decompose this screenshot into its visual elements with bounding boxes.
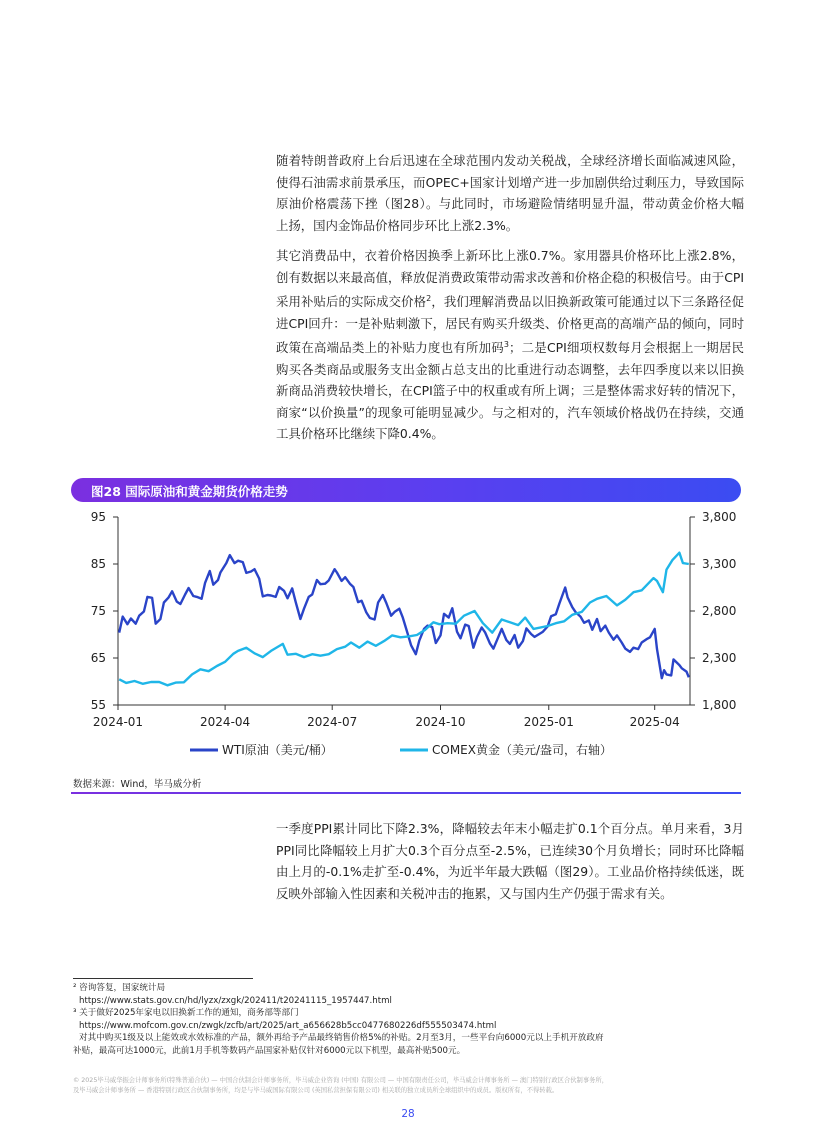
chart-legend (190, 742, 612, 757)
paragraph-text: 其它消费品中，衣着价格因换季上新环比上涨0.7%。家用器具价格环比上涨2.8%，创有数据以来最高值，释放促消费政策带动需求改善和价格企稳的积极信号。由于CPI采用补贴后的实际成交价格 (276, 248, 744, 310)
right-tick-label: 2,300 (702, 651, 737, 665)
left-tick-label: 55 (90, 698, 106, 712)
footnote-3-note: 补贴，最高可达1000元，此前1月手机等数码产品国家补贴仅针对6000元以下机型，最高补贴500元。 (73, 1045, 466, 1056)
legal-line: © 2025毕马威华振会计师事务所(特殊普通合伙) — 中国合伙制会计师事务所，毕马威企业咨询 (中国) 有限公司 — 中国有限责任公司，毕马威会计师事务所 — 澳门特别行政区合伙制事务所， (73, 1077, 609, 1084)
oil-gold-price-chart (70, 505, 746, 773)
footnote-3-title: ³ 关于做好2025年家电以旧换新工作的通知，商务部等部门 (73, 1008, 299, 1019)
chart-lines (119, 553, 689, 686)
left-tick-label: 95 (90, 510, 106, 524)
legend-label: COMEX黄金（美元/盎司，右轴） (432, 743, 613, 757)
wti-oil-line (119, 555, 689, 678)
left-tick-label: 75 (90, 604, 106, 618)
data-source: 数据来源：Wind，毕马威分析 (73, 779, 202, 790)
paragraph-other-consumer-goods (276, 245, 744, 445)
footnote-2-title: ² 咨询答复，国家统计局 (73, 983, 166, 993)
paragraph-oil-gold: 随着特朗普政府上台后迅速在全球范围内发动关税战，全球经济增长面临减速风险，使得石油需求前景承压，而OPEC+国家计划增产进一步加剧供给过剩压力，导致国际原油价格震荡下挫（图28）。与此同时，市场避险情绪明显升温，带动黄金价格大幅上扬，国内金饰品价格同步环比上涨2.3%。 (276, 153, 744, 233)
x-tick-label: 2025-04 (629, 715, 680, 729)
right-tick-label: 3,800 (702, 510, 737, 524)
footnotes (73, 982, 743, 1058)
footnote-3-link[interactable]: https://www.mofcom.gov.cn/zwgk/zcfb/art/2025/art_a656628b5cc0477680226df555503474.html (79, 1020, 497, 1031)
legal-notice (73, 1076, 743, 1095)
footnote-2-link[interactable]: https://www.stats.gov.cn/hd/lyzx/zxgk/202411/t20241115_1957447.html (79, 995, 392, 1006)
right-tick-label: 3,300 (702, 557, 737, 571)
figure-divider (71, 792, 741, 794)
x-tick-label: 2024-10 (415, 715, 466, 729)
paragraph-ppi: 一季度PPI累计同比下降2.3%，降幅较去年末小幅走扩0.1个百分点。单月来看，3月PPI同比降幅较上月扩大0.3个百分点至-2.5%，已连续30个月负增长；同时环比降幅由上月的-0.1%走扩至-0.4%，为近半年最大跌幅（图29）。工业品价格持续低迷，既反映外部输入性因素和关税冲击的拖累，又与国内生产仍强于需求有关。 (276, 821, 744, 901)
chart-axes (91, 510, 737, 729)
paragraph-text: ；二是CPI细项权数每月会根据上一期居民购买各类商品或服务支出金额占总支出的比重进行动态调整，去年四季度以来以旧换新商品消费较快增长，在CPI篮子中的权重或有所上调；三是整体需求好转的情况下，商家“以价换量”的现象可能明显减少。与之相对的，汽车领域价格战仍在持续，交通工具价格环比继续下降0.4%。 (276, 340, 745, 442)
x-tick-label: 2024-01 (92, 715, 144, 729)
x-tick-label: 2025-01 (523, 715, 574, 729)
footnote-ref-2[interactable]: 2 (426, 294, 432, 303)
x-tick-label: 2024-07 (307, 715, 358, 729)
legal-line: 及毕马威会计师事务所 — 香港特别行政区合伙制事务所，均是与毕马威国际有限公司 (英国私营担保有限公司) 相关联的独立成员所全球组织中的成员。版权所有，不得转载。 (73, 1086, 559, 1094)
x-tick-label: 2024-04 (200, 715, 251, 729)
left-tick-label: 85 (90, 557, 106, 571)
figure-title: 图28 国际原油和黄金期货价格走势 (91, 484, 288, 499)
footnote-3-note: 对其中购买1级及以上能效或水效标准的产品，额外再给予产品最终销售价格5%的补贴。2月至3月，一些平台向6000元以上手机开放政府 (79, 1033, 604, 1044)
left-tick-label: 65 (90, 651, 106, 665)
footnote-ref-3[interactable]: 3 (503, 340, 509, 350)
right-tick-label: 2,800 (702, 604, 737, 618)
page-number: 28 (401, 1108, 415, 1120)
right-tick-label: 1,800 (702, 698, 737, 712)
legend-label: WTI原油（美元/桶） (222, 743, 333, 757)
footnote-divider (73, 978, 253, 979)
paragraph-text: ，我们理解消费品以旧换新政策可能通过以下三条路径促进CPI回升：一是补贴刺激下，居民有购买升级类、价格更高的高端产品的倾向，同时政策在高端品类上的补贴力度也有所加码 (276, 294, 745, 356)
